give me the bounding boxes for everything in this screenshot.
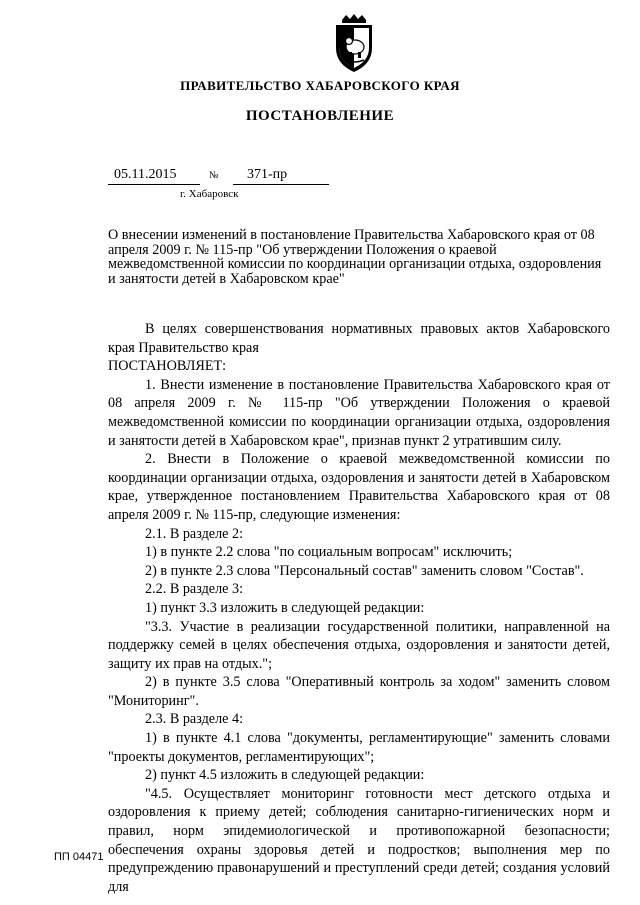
document-type: ПОСТАНОВЛЕНИЕ [245, 108, 395, 124]
footer-code: ПП 04471 [54, 851, 104, 863]
paragraph: 2) в пункте 2.3 слова "Персональный состав" заменить словом "Состав". [145, 562, 584, 579]
paragraph: 1) в пункте 4.1 слова "документы, регламентирующие" заменить словами "проекты документов, регламентирующих"; [108, 730, 610, 765]
organization-title: ПРАВИТЕЛЬСТВО ХАБАРОВСКОГО КРАЯ [180, 78, 460, 93]
paragraph: 1) пункт 3.3 изложить в следующей редакции: [145, 599, 425, 616]
document-city: г. Хабаровск [180, 188, 239, 200]
document-number: 371-пр [233, 167, 329, 185]
coat-of-arms-icon [330, 14, 378, 74]
paragraph: "4.5. Осуществляет мониторинг готовности мест детского отдыха и оздоровления к приему детей; соблюдения санитарно-гигиенических норм и правил, норм эпидемиологической и противопожарной безопасности; обеспечения охраны здоровья детей и подростков; выполнения мер по предупреждению правонарушений и преступлений среди детей; создания условий для [108, 785, 610, 895]
paragraph: 1) в пункте 2.2 слова "по социальным вопросам" исключить; [145, 544, 513, 561]
document-body [108, 320, 610, 896]
paragraph: 2) в пункте 3.5 слова "Оперативный контроль за ходом" заменить словом "Мониторинг". [108, 674, 610, 709]
paragraph: 2.2. В разделе 3: [145, 581, 244, 598]
paragraph: 2) пункт 4.5 изложить в следующей редакции: [145, 767, 425, 784]
paragraph: 2.1. В разделе 2: [145, 525, 244, 542]
document-heading: О внесении изменений в постановление Правительства Хабаровского края от 08 апреля 2009 г. № 115-пр "Об утверждении Положения о краевой межведомственной комиссии по координации организации отдыха, оздоровления и занятости детей в Хабаровском крае" [108, 227, 602, 287]
number-sign: № [209, 170, 219, 181]
paragraph: 2. Внести в Положение о краевой межведомственной комиссии по координации организации отдыха, оздоровления и занятости детей в Хабаровском крае, утвержденное постановлением Правительства Хабаровского края от 08 апреля 2009 г. № 115-пр, следующие изменения: [108, 451, 610, 523]
paragraph: 1. Внести изменение в постановление Правительства Хабаровского края от 08 апреля 2009 г. № 115-пр "Об утверждении Положения о краевой межведомственной комиссии по координации организации отдыха, оздоровления и занятости детей в Хабаровском крае", признав пункт 2 утратившим силу. [108, 376, 610, 449]
paragraph-decree: ПОСТАНОВЛЯЕТ: [108, 358, 227, 375]
paragraph: 2.3. В разделе 4: [145, 711, 244, 728]
paragraph: "3.3. Участие в реализации государственной политики, направленной на поддержку семей в целях обеспечения отдыха, оздоровления и занятости детей, защиту их прав на отдых."; [108, 618, 610, 672]
document-date: 05.11.2015 [108, 167, 200, 185]
paragraph: В целях совершенствования нормативных правовых актов Хабаровского края Правительство края [108, 321, 610, 356]
